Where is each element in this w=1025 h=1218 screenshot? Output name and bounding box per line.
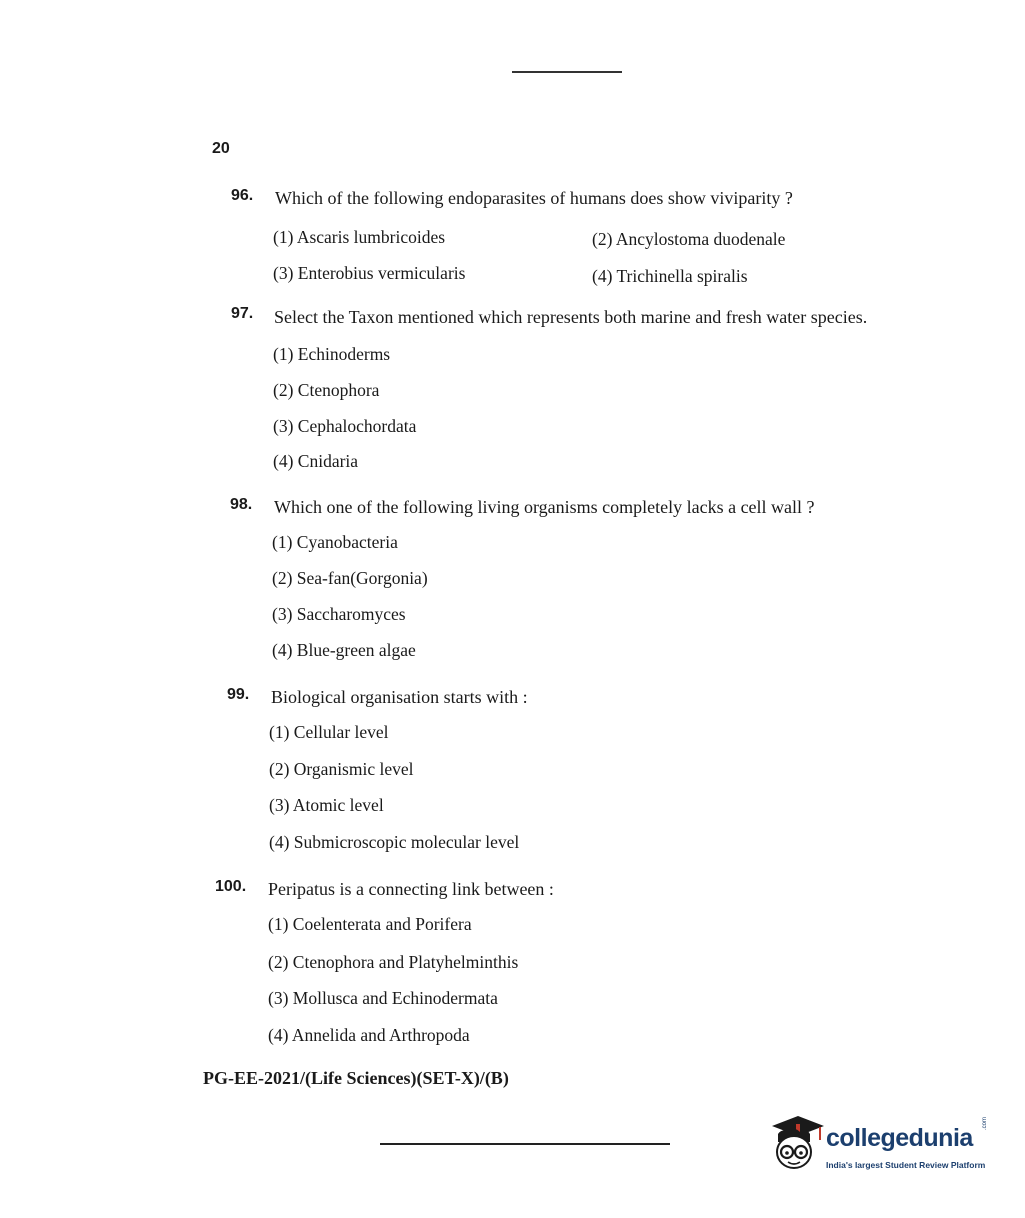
question-number: 98. <box>230 496 253 513</box>
logo-suffix: .com <box>982 1116 988 1130</box>
question-text: Which of the following endoparasites of humans does show viviparity ? <box>275 188 793 208</box>
question-number: 99. <box>227 686 250 703</box>
collegedunia-logo <box>768 1112 998 1182</box>
option: (3) Mollusca and Echinodermata <box>268 988 498 1008</box>
question-number: 100. <box>215 878 247 895</box>
option: (2) Ctenophora <box>273 380 380 400</box>
option: (2) Ancylostoma duodenale <box>592 229 786 249</box>
option: (4) Annelida and Arthropoda <box>268 1025 470 1045</box>
option: (3) Enterobius vermicularis <box>273 263 466 283</box>
question-number: 97. <box>231 305 254 322</box>
question-text: Peripatus is a connecting link between : <box>268 879 554 899</box>
option: (3) Cephalochordata <box>273 416 417 436</box>
option: (3) Saccharomyces <box>272 604 406 624</box>
option: (4) Blue-green algae <box>272 640 416 660</box>
option: (2) Organismic level <box>269 759 414 779</box>
question-text: Biological organisation starts with : <box>271 687 528 707</box>
option: (4) Cnidaria <box>273 451 359 471</box>
page-number: 20 <box>212 140 230 157</box>
option: (2) Sea-fan(Gorgonia) <box>272 568 428 588</box>
logo-tagline: India's largest Student Review Platform <box>826 1160 986 1170</box>
top-rule <box>512 71 622 73</box>
exam-code-footer: PG-EE-2021/(Life Sciences)(SET-X)/(B) <box>203 1068 509 1088</box>
question-text: Which one of the following living organisms completely lacks a cell wall ? <box>274 497 815 517</box>
bottom-rule <box>380 1143 670 1145</box>
option: (1) Ascaris lumbricoides <box>273 227 446 247</box>
option: (1) Cyanobacteria <box>272 532 398 552</box>
option: (1) Cellular level <box>269 722 389 742</box>
option: (4) Trichinella spiralis <box>592 266 748 286</box>
option: (1) Echinoderms <box>273 344 391 364</box>
option: (1) Coelenterata and Porifera <box>268 914 472 934</box>
question-text: Select the Taxon mentioned which represents both marine and fresh water species. <box>274 307 868 327</box>
mascot-icon <box>768 1112 826 1176</box>
logo-wordmark: collegedunia <box>826 1124 973 1152</box>
option: (2) Ctenophora and Platyhelminthis <box>268 952 519 972</box>
option: (3) Atomic level <box>269 795 384 815</box>
question-number: 96. <box>231 187 254 204</box>
option: (4) Submicroscopic molecular level <box>269 832 520 852</box>
